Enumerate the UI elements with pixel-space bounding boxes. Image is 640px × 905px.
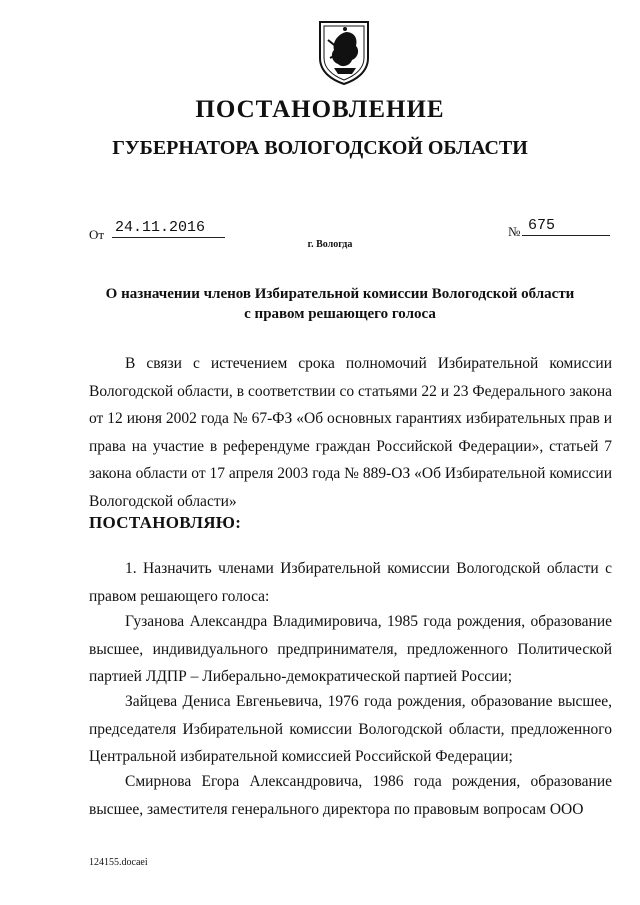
city-name: г. Вологда [307, 239, 353, 250]
subject-line-1: О назначении членов Избирательной комиссии Вологодской области [105, 286, 575, 302]
document-number: 675 [522, 217, 610, 236]
decree-heading: ПОСТАНОВЛЯЮ: [89, 513, 242, 532]
coat-of-arms-icon [316, 18, 372, 86]
item-1-paragraph: 1. Назначить членами Избирательной комиссии Вологодской области с правом решающего голоса: [89, 560, 612, 605]
document-date: 24.11.2016 [112, 219, 225, 238]
file-code: 124155.docaei [89, 857, 148, 868]
date-label: От [89, 227, 105, 242]
document-title: ПОСТАНОВЛЕНИЕ [195, 96, 445, 123]
member-3-paragraph: Смирнова Егора Александровича, 1986 года рождения, образование высшее, заместителя генерального директора по правовым вопросам ООО [89, 773, 612, 818]
member-1-paragraph: Гузанова Александра Владимировича, 1985 года рождения, образование высшее, индивидуального предпринимателя, предложенного Политической партией ЛДПР – Либерально-демократической партией России; [89, 613, 612, 685]
preamble-paragraph: В связи с истечением срока полномочий Избирательной комиссии Вологодской области, в соответствии со статьями 22 и 23 Федерального закона от 12 июня 2002 года № 67-ФЗ «Об основных гарантиях избирательных прав и права на участие в референдуме граждан Российской Федерации», статьей 7 закона области от 17 апреля 2003 года № 889-ОЗ «Об Избирательной комиссии Вологодской области» [89, 355, 612, 510]
document-subject [0, 284, 640, 324]
document-subtitle: ГУБЕРНАТОРА ВОЛОГОДСКОЙ ОБЛАСТИ [112, 137, 528, 159]
subject-line-2: с правом решающего голоса [244, 306, 436, 322]
member-2-paragraph: Зайцева Дениса Евгеньевича, 1976 года рождения, образование высшее, председателя Избирательной комиссии Вологодской области, предложенного Центральной избирательной комиссией Российской Федерации; [89, 693, 612, 765]
number-label: № [508, 224, 521, 239]
